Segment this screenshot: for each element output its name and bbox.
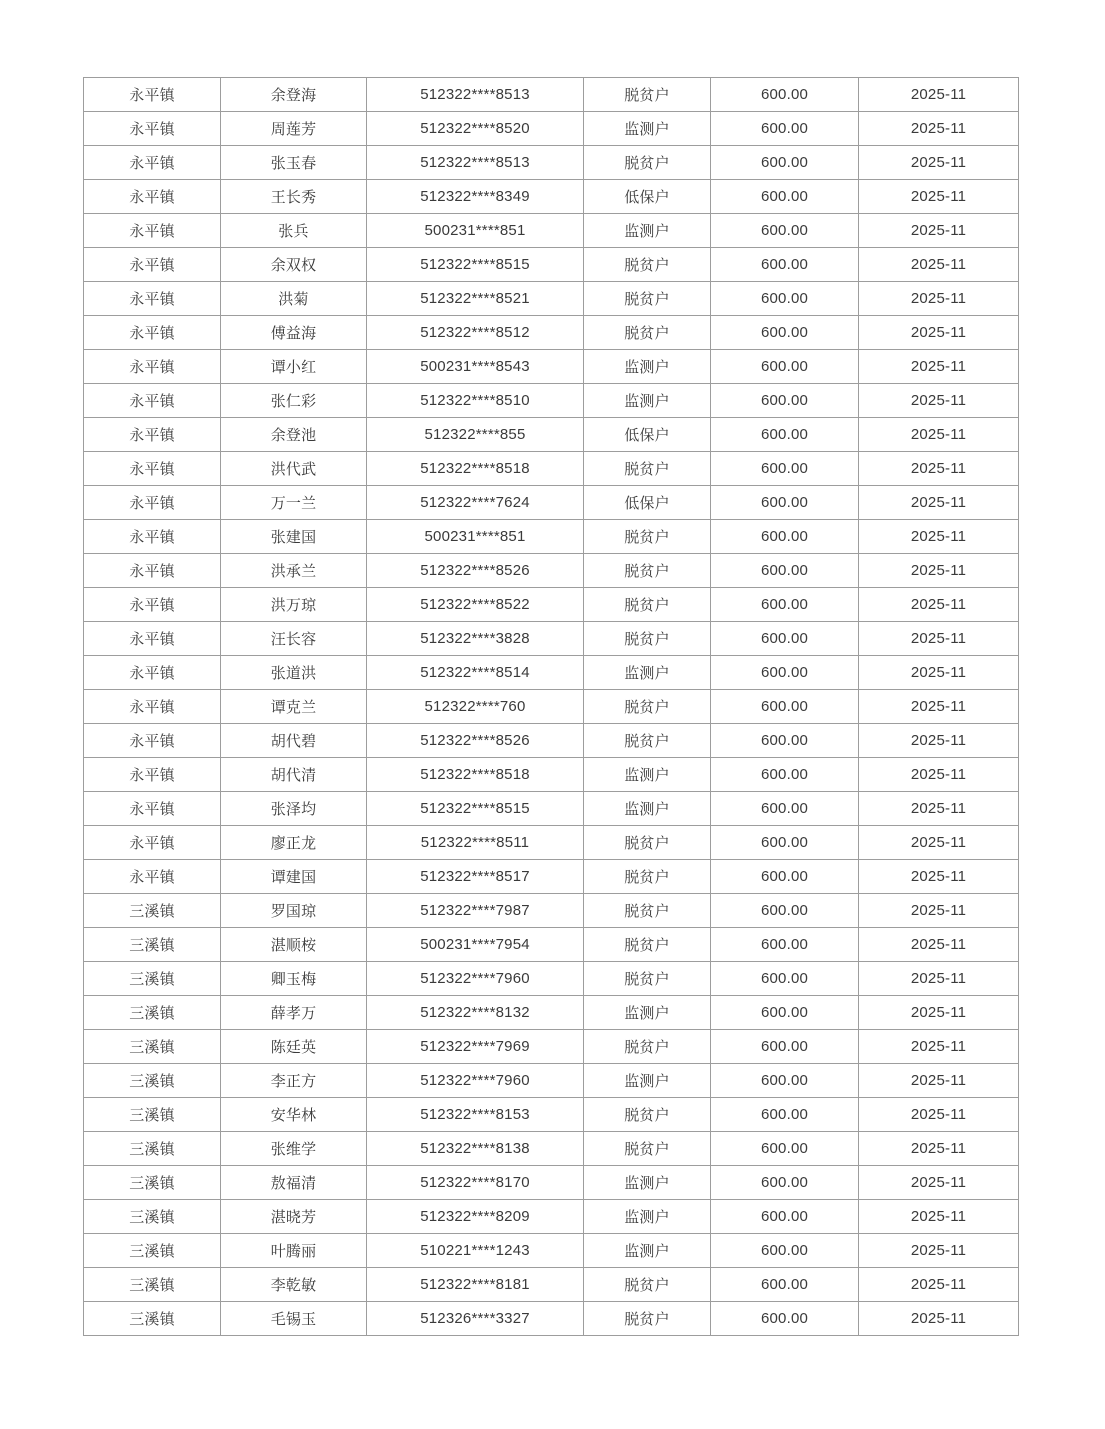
table-row bbox=[84, 350, 1019, 384]
table-row bbox=[84, 860, 1019, 894]
cell-month: 2025-11 bbox=[859, 1166, 1019, 1200]
cell-town: 永平镇 bbox=[84, 282, 221, 316]
cell-household-type: 监测户 bbox=[584, 656, 711, 690]
cell-name: 张道洪 bbox=[221, 656, 367, 690]
cell-household-type: 监测户 bbox=[584, 758, 711, 792]
cell-town: 永平镇 bbox=[84, 384, 221, 418]
cell-name: 胡代清 bbox=[221, 758, 367, 792]
cell-name: 万一兰 bbox=[221, 486, 367, 520]
cell-month: 2025-11 bbox=[859, 1268, 1019, 1302]
cell-household-type: 低保户 bbox=[584, 418, 711, 452]
cell-household-type: 脱贫户 bbox=[584, 860, 711, 894]
cell-name: 王长秀 bbox=[221, 180, 367, 214]
cell-town: 永平镇 bbox=[84, 792, 221, 826]
cell-amount: 600.00 bbox=[711, 554, 859, 588]
cell-town: 三溪镇 bbox=[84, 1030, 221, 1064]
cell-household-type: 监测户 bbox=[584, 384, 711, 418]
cell-id-number: 512322****8518 bbox=[367, 758, 584, 792]
cell-amount: 600.00 bbox=[711, 758, 859, 792]
cell-household-type: 脱贫户 bbox=[584, 622, 711, 656]
cell-amount: 600.00 bbox=[711, 112, 859, 146]
cell-name: 张泽均 bbox=[221, 792, 367, 826]
cell-id-number: 512322****8132 bbox=[367, 996, 584, 1030]
cell-household-type: 监测户 bbox=[584, 1200, 711, 1234]
cell-id-number: 512326****3327 bbox=[367, 1302, 584, 1336]
cell-town: 永平镇 bbox=[84, 588, 221, 622]
cell-town: 永平镇 bbox=[84, 758, 221, 792]
cell-amount: 600.00 bbox=[711, 928, 859, 962]
cell-name: 陈廷英 bbox=[221, 1030, 367, 1064]
cell-town: 永平镇 bbox=[84, 826, 221, 860]
table-row bbox=[84, 1098, 1019, 1132]
table-row bbox=[84, 452, 1019, 486]
cell-id-number: 512322****7960 bbox=[367, 962, 584, 996]
cell-town: 永平镇 bbox=[84, 214, 221, 248]
cell-amount: 600.00 bbox=[711, 78, 859, 112]
cell-id-number: 512322****3828 bbox=[367, 622, 584, 656]
cell-town: 永平镇 bbox=[84, 180, 221, 214]
subsidy-table bbox=[83, 77, 1019, 1336]
cell-town: 永平镇 bbox=[84, 112, 221, 146]
cell-amount: 600.00 bbox=[711, 146, 859, 180]
table-row bbox=[84, 962, 1019, 996]
cell-household-type: 监测户 bbox=[584, 792, 711, 826]
cell-household-type: 脱贫户 bbox=[584, 78, 711, 112]
cell-id-number: 512322****7960 bbox=[367, 1064, 584, 1098]
cell-household-type: 脱贫户 bbox=[584, 826, 711, 860]
table-row bbox=[84, 486, 1019, 520]
cell-amount: 600.00 bbox=[711, 384, 859, 418]
cell-month: 2025-11 bbox=[859, 588, 1019, 622]
cell-id-number: 512322****8517 bbox=[367, 860, 584, 894]
cell-name: 谭建国 bbox=[221, 860, 367, 894]
cell-name: 张维学 bbox=[221, 1132, 367, 1166]
cell-month: 2025-11 bbox=[859, 1098, 1019, 1132]
cell-household-type: 脱贫户 bbox=[584, 724, 711, 758]
cell-name: 敖福清 bbox=[221, 1166, 367, 1200]
cell-amount: 600.00 bbox=[711, 282, 859, 316]
cell-household-type: 脱贫户 bbox=[584, 316, 711, 350]
cell-id-number: 512322****8522 bbox=[367, 588, 584, 622]
cell-id-number: 512322****7624 bbox=[367, 486, 584, 520]
cell-id-number: 512322****8526 bbox=[367, 554, 584, 588]
cell-town: 永平镇 bbox=[84, 622, 221, 656]
cell-name: 安华林 bbox=[221, 1098, 367, 1132]
cell-amount: 600.00 bbox=[711, 1268, 859, 1302]
cell-month: 2025-11 bbox=[859, 1234, 1019, 1268]
cell-amount: 600.00 bbox=[711, 1302, 859, 1336]
cell-id-number: 512322****8520 bbox=[367, 112, 584, 146]
cell-amount: 600.00 bbox=[711, 316, 859, 350]
cell-name: 叶腾丽 bbox=[221, 1234, 367, 1268]
cell-id-number: 512322****7969 bbox=[367, 1030, 584, 1064]
table-row bbox=[84, 792, 1019, 826]
cell-id-number: 512322****8515 bbox=[367, 792, 584, 826]
cell-name: 湛晓芳 bbox=[221, 1200, 367, 1234]
cell-month: 2025-11 bbox=[859, 894, 1019, 928]
cell-amount: 600.00 bbox=[711, 792, 859, 826]
cell-town: 三溪镇 bbox=[84, 1098, 221, 1132]
cell-id-number: 512322****8512 bbox=[367, 316, 584, 350]
cell-name: 傅益海 bbox=[221, 316, 367, 350]
cell-month: 2025-11 bbox=[859, 792, 1019, 826]
cell-month: 2025-11 bbox=[859, 316, 1019, 350]
cell-month: 2025-11 bbox=[859, 724, 1019, 758]
cell-id-number: 512322****8153 bbox=[367, 1098, 584, 1132]
cell-amount: 600.00 bbox=[711, 1234, 859, 1268]
cell-month: 2025-11 bbox=[859, 78, 1019, 112]
cell-month: 2025-11 bbox=[859, 146, 1019, 180]
cell-amount: 600.00 bbox=[711, 486, 859, 520]
cell-amount: 600.00 bbox=[711, 350, 859, 384]
cell-town: 永平镇 bbox=[84, 486, 221, 520]
cell-town: 三溪镇 bbox=[84, 1200, 221, 1234]
cell-month: 2025-11 bbox=[859, 826, 1019, 860]
cell-id-number: 512322****8170 bbox=[367, 1166, 584, 1200]
cell-id-number: 512322****8349 bbox=[367, 180, 584, 214]
cell-household-type: 低保户 bbox=[584, 486, 711, 520]
cell-town: 永平镇 bbox=[84, 146, 221, 180]
table-row bbox=[84, 1234, 1019, 1268]
cell-household-type: 监测户 bbox=[584, 996, 711, 1030]
cell-town: 永平镇 bbox=[84, 316, 221, 350]
table-body bbox=[84, 78, 1019, 1336]
cell-id-number: 512322****8518 bbox=[367, 452, 584, 486]
cell-id-number: 510221****1243 bbox=[367, 1234, 584, 1268]
table-row bbox=[84, 78, 1019, 112]
cell-id-number: 512322****8511 bbox=[367, 826, 584, 860]
cell-amount: 600.00 bbox=[711, 588, 859, 622]
table-row bbox=[84, 520, 1019, 554]
cell-household-type: 脱贫户 bbox=[584, 1268, 711, 1302]
cell-id-number: 512322****8526 bbox=[367, 724, 584, 758]
cell-id-number: 500231****7954 bbox=[367, 928, 584, 962]
cell-name: 胡代碧 bbox=[221, 724, 367, 758]
cell-month: 2025-11 bbox=[859, 520, 1019, 554]
cell-month: 2025-11 bbox=[859, 1302, 1019, 1336]
cell-id-number: 512322****8513 bbox=[367, 78, 584, 112]
cell-name: 薛孝万 bbox=[221, 996, 367, 1030]
cell-name: 张建国 bbox=[221, 520, 367, 554]
cell-month: 2025-11 bbox=[859, 248, 1019, 282]
cell-town: 永平镇 bbox=[84, 554, 221, 588]
cell-month: 2025-11 bbox=[859, 384, 1019, 418]
cell-amount: 600.00 bbox=[711, 826, 859, 860]
cell-household-type: 监测户 bbox=[584, 1064, 711, 1098]
table-row bbox=[84, 112, 1019, 146]
table-row bbox=[84, 214, 1019, 248]
cell-month: 2025-11 bbox=[859, 928, 1019, 962]
cell-amount: 600.00 bbox=[711, 418, 859, 452]
cell-amount: 600.00 bbox=[711, 1064, 859, 1098]
cell-name: 余登海 bbox=[221, 78, 367, 112]
cell-name: 李乾敏 bbox=[221, 1268, 367, 1302]
cell-id-number: 512322****8181 bbox=[367, 1268, 584, 1302]
cell-town: 三溪镇 bbox=[84, 928, 221, 962]
cell-household-type: 脱贫户 bbox=[584, 928, 711, 962]
cell-amount: 600.00 bbox=[711, 860, 859, 894]
cell-amount: 600.00 bbox=[711, 996, 859, 1030]
cell-name: 卿玉梅 bbox=[221, 962, 367, 996]
cell-town: 永平镇 bbox=[84, 656, 221, 690]
cell-month: 2025-11 bbox=[859, 180, 1019, 214]
table-row bbox=[84, 588, 1019, 622]
cell-name: 廖正龙 bbox=[221, 826, 367, 860]
cell-household-type: 脱贫户 bbox=[584, 1302, 711, 1336]
cell-month: 2025-11 bbox=[859, 758, 1019, 792]
cell-id-number: 512322****8514 bbox=[367, 656, 584, 690]
cell-id-number: 512322****855 bbox=[367, 418, 584, 452]
cell-amount: 600.00 bbox=[711, 690, 859, 724]
cell-amount: 600.00 bbox=[711, 724, 859, 758]
cell-month: 2025-11 bbox=[859, 1064, 1019, 1098]
table-row bbox=[84, 1030, 1019, 1064]
cell-town: 三溪镇 bbox=[84, 1166, 221, 1200]
cell-month: 2025-11 bbox=[859, 418, 1019, 452]
table-row bbox=[84, 724, 1019, 758]
cell-month: 2025-11 bbox=[859, 962, 1019, 996]
cell-town: 永平镇 bbox=[84, 690, 221, 724]
cell-town: 三溪镇 bbox=[84, 1064, 221, 1098]
cell-town: 永平镇 bbox=[84, 418, 221, 452]
cell-household-type: 脱贫户 bbox=[584, 690, 711, 724]
cell-household-type: 低保户 bbox=[584, 180, 711, 214]
cell-name: 李正方 bbox=[221, 1064, 367, 1098]
cell-town: 永平镇 bbox=[84, 350, 221, 384]
cell-name: 张兵 bbox=[221, 214, 367, 248]
cell-name: 洪代武 bbox=[221, 452, 367, 486]
table-row bbox=[84, 248, 1019, 282]
cell-town: 永平镇 bbox=[84, 248, 221, 282]
table-row bbox=[84, 180, 1019, 214]
cell-town: 永平镇 bbox=[84, 520, 221, 554]
cell-month: 2025-11 bbox=[859, 1030, 1019, 1064]
table-row bbox=[84, 928, 1019, 962]
cell-month: 2025-11 bbox=[859, 452, 1019, 486]
cell-month: 2025-11 bbox=[859, 656, 1019, 690]
table-row bbox=[84, 1166, 1019, 1200]
cell-amount: 600.00 bbox=[711, 214, 859, 248]
cell-town: 三溪镇 bbox=[84, 1302, 221, 1336]
cell-name: 周莲芳 bbox=[221, 112, 367, 146]
cell-id-number: 500231****851 bbox=[367, 214, 584, 248]
cell-household-type: 脱贫户 bbox=[584, 1030, 711, 1064]
cell-name: 谭小红 bbox=[221, 350, 367, 384]
cell-name: 张仁彩 bbox=[221, 384, 367, 418]
cell-month: 2025-11 bbox=[859, 282, 1019, 316]
cell-id-number: 512322****8138 bbox=[367, 1132, 584, 1166]
cell-amount: 600.00 bbox=[711, 1098, 859, 1132]
table-row bbox=[84, 996, 1019, 1030]
cell-household-type: 脱贫户 bbox=[584, 894, 711, 928]
cell-amount: 600.00 bbox=[711, 1200, 859, 1234]
cell-town: 三溪镇 bbox=[84, 962, 221, 996]
cell-town: 三溪镇 bbox=[84, 1132, 221, 1166]
table-row bbox=[84, 690, 1019, 724]
cell-name: 谭克兰 bbox=[221, 690, 367, 724]
cell-town: 永平镇 bbox=[84, 860, 221, 894]
cell-month: 2025-11 bbox=[859, 486, 1019, 520]
cell-amount: 600.00 bbox=[711, 962, 859, 996]
cell-amount: 600.00 bbox=[711, 1132, 859, 1166]
cell-name: 余登池 bbox=[221, 418, 367, 452]
table-row bbox=[84, 384, 1019, 418]
cell-town: 三溪镇 bbox=[84, 996, 221, 1030]
cell-amount: 600.00 bbox=[711, 1166, 859, 1200]
table-row bbox=[84, 1302, 1019, 1336]
cell-amount: 600.00 bbox=[711, 1030, 859, 1064]
cell-amount: 600.00 bbox=[711, 520, 859, 554]
cell-amount: 600.00 bbox=[711, 452, 859, 486]
table-row bbox=[84, 1064, 1019, 1098]
cell-id-number: 500231****8543 bbox=[367, 350, 584, 384]
cell-town: 三溪镇 bbox=[84, 894, 221, 928]
cell-household-type: 脱贫户 bbox=[584, 962, 711, 996]
cell-id-number: 512322****8515 bbox=[367, 248, 584, 282]
cell-name: 余双权 bbox=[221, 248, 367, 282]
cell-id-number: 512322****8510 bbox=[367, 384, 584, 418]
cell-id-number: 512322****8521 bbox=[367, 282, 584, 316]
cell-month: 2025-11 bbox=[859, 996, 1019, 1030]
cell-name: 毛锡玉 bbox=[221, 1302, 367, 1336]
table-row bbox=[84, 146, 1019, 180]
cell-household-type: 监测户 bbox=[584, 1166, 711, 1200]
cell-name: 湛顺桉 bbox=[221, 928, 367, 962]
cell-household-type: 脱贫户 bbox=[584, 1132, 711, 1166]
cell-month: 2025-11 bbox=[859, 860, 1019, 894]
table-row bbox=[84, 656, 1019, 690]
cell-name: 洪万琼 bbox=[221, 588, 367, 622]
cell-month: 2025-11 bbox=[859, 1200, 1019, 1234]
cell-id-number: 512322****8513 bbox=[367, 146, 584, 180]
table-row bbox=[84, 554, 1019, 588]
table-row bbox=[84, 1132, 1019, 1166]
cell-id-number: 512322****760 bbox=[367, 690, 584, 724]
cell-town: 三溪镇 bbox=[84, 1234, 221, 1268]
table-row bbox=[84, 418, 1019, 452]
cell-month: 2025-11 bbox=[859, 554, 1019, 588]
table-row bbox=[84, 622, 1019, 656]
cell-household-type: 脱贫户 bbox=[584, 520, 711, 554]
cell-month: 2025-11 bbox=[859, 1132, 1019, 1166]
cell-month: 2025-11 bbox=[859, 350, 1019, 384]
cell-amount: 600.00 bbox=[711, 894, 859, 928]
cell-month: 2025-11 bbox=[859, 214, 1019, 248]
cell-amount: 600.00 bbox=[711, 656, 859, 690]
cell-household-type: 监测户 bbox=[584, 214, 711, 248]
cell-household-type: 脱贫户 bbox=[584, 588, 711, 622]
table-row bbox=[84, 316, 1019, 350]
cell-household-type: 脱贫户 bbox=[584, 554, 711, 588]
cell-amount: 600.00 bbox=[711, 622, 859, 656]
cell-household-type: 脱贫户 bbox=[584, 282, 711, 316]
cell-month: 2025-11 bbox=[859, 690, 1019, 724]
cell-name: 洪承兰 bbox=[221, 554, 367, 588]
cell-town: 永平镇 bbox=[84, 724, 221, 758]
table-row bbox=[84, 758, 1019, 792]
cell-household-type: 监测户 bbox=[584, 350, 711, 384]
cell-household-type: 脱贫户 bbox=[584, 146, 711, 180]
cell-name: 洪菊 bbox=[221, 282, 367, 316]
cell-town: 三溪镇 bbox=[84, 1268, 221, 1302]
cell-name: 张玉春 bbox=[221, 146, 367, 180]
cell-household-type: 脱贫户 bbox=[584, 452, 711, 486]
cell-id-number: 500231****851 bbox=[367, 520, 584, 554]
table-row bbox=[84, 1200, 1019, 1234]
cell-household-type: 监测户 bbox=[584, 1234, 711, 1268]
cell-id-number: 512322****8209 bbox=[367, 1200, 584, 1234]
cell-month: 2025-11 bbox=[859, 112, 1019, 146]
cell-household-type: 脱贫户 bbox=[584, 248, 711, 282]
cell-amount: 600.00 bbox=[711, 180, 859, 214]
cell-town: 永平镇 bbox=[84, 78, 221, 112]
cell-month: 2025-11 bbox=[859, 622, 1019, 656]
table-row bbox=[84, 894, 1019, 928]
table-row bbox=[84, 282, 1019, 316]
cell-name: 罗国琼 bbox=[221, 894, 367, 928]
cell-id-number: 512322****7987 bbox=[367, 894, 584, 928]
cell-name: 汪长容 bbox=[221, 622, 367, 656]
subsidy-table-container bbox=[83, 77, 1019, 1336]
table-row bbox=[84, 826, 1019, 860]
table-row bbox=[84, 1268, 1019, 1302]
cell-household-type: 监测户 bbox=[584, 112, 711, 146]
cell-household-type: 脱贫户 bbox=[584, 1098, 711, 1132]
cell-amount: 600.00 bbox=[711, 248, 859, 282]
cell-town: 永平镇 bbox=[84, 452, 221, 486]
